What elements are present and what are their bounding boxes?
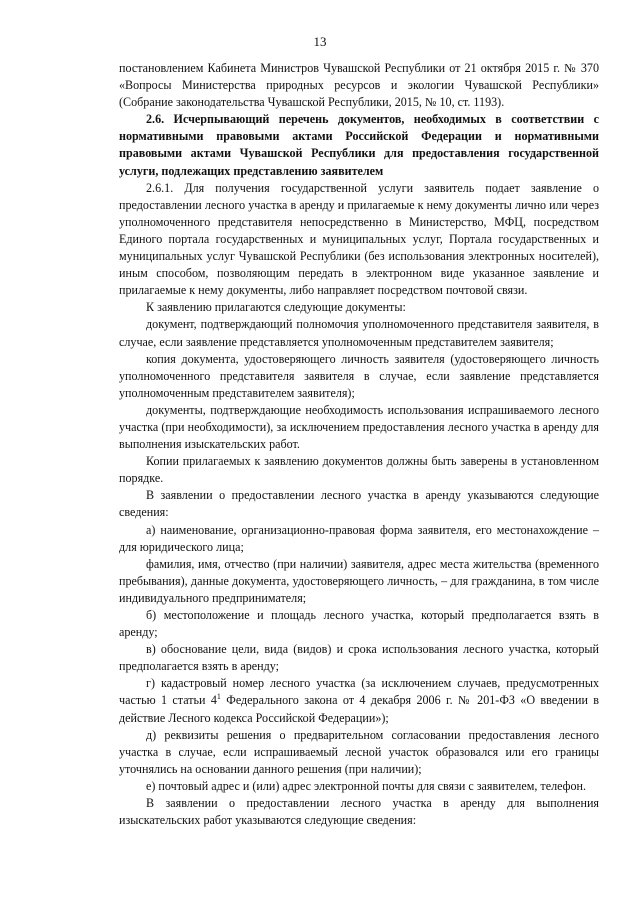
paragraph-resolution-reference: постановлением Кабинета Министров Чувашской Республики от 21 октября 2015 г. № 370 «Вопросы Министерства природных ресурсов и экологии Чувашской Республики» (Собрание законодательства Чувашской Республики, 2015, № 10, ст. 1193).	[119, 61, 599, 110]
list-item-b-location: б) местоположение и площадь лесного участка, который предполагается взять в аренду;	[119, 608, 599, 640]
list-item-authority-document: документ, подтверждающий полномочия уполномоченного представителя заявителя, в случае, если заявление представляется уполномоченным представителем заявителя;	[119, 317, 599, 349]
list-item-a-citizen: фамилия, имя, отчество (при наличии) заявителя, адрес места жительства (временного пребывания), данные документа, удостоверяющего личность, – для гражданина, в том числе индивидуального предпринимателя;	[119, 556, 599, 605]
paragraph-attached-documents-intro: К заявлению прилагаются следующие документы:	[146, 300, 406, 315]
document-body	[119, 60, 599, 829]
paragraph-application-contents-intro: В заявлении о предоставлении лесного участка в аренду указываются следующие сведения:	[119, 488, 599, 520]
paragraph-2-6-1: 2.6.1. Для получения государственной услуги заявитель подает заявление о предоставлении лесного участка в аренду и прилагаемые к нему документы лично или через уполномоченного представителя непосредственно в Министерство, МФЦ, посредством Единого портала государственных и муниципальных услуг, Портала государственных и муниципальных услуг Чувашской Республики (без использования электронных носителей), иным способом, позволяющим передать в электронном виде указанное заявление и прилагаемые к нему документы, либо направляет посредством почтовой связи.	[119, 180, 599, 298]
list-item-g-rest: Федерального закона от 4 декабря 2006 г. № 201-ФЗ «О введении в действие Лесного кодекса Российской Федерации»);	[119, 693, 599, 725]
paragraph-survey-works-intro: В заявлении о предоставлении лесного участка в аренду для выполнения изыскательских работ указываются следующие сведения:	[119, 796, 599, 828]
footnote-superscript: 1	[216, 692, 221, 702]
list-item-v-purpose: в) обоснование цели, вида (видов) и срока использования лесного участка, который предполагается взять в аренду;	[119, 642, 599, 674]
paragraph-copies-certification: Копии прилагаемых к заявлению документов должны быть заверены в установленном порядке.	[119, 454, 599, 486]
list-item-g-cadastral	[119, 675, 599, 726]
list-item-g-text: г) кадастровый номер лесного участка (за исключением случаев, предусмотренных частью 1 статьи 4	[119, 676, 599, 708]
list-item-e-contacts: е) почтовый адрес и (или) адрес электронной почты для связи с заявителем, телефон.	[146, 778, 586, 793]
section-heading-2-6: 2.6. Исчерпывающий перечень документов, необходимых в соответствии с нормативными правовыми актами Российской Федерации и нормативными правовыми актами Чувашской Республики для предоставления государственной услуги, подлежащих представлению заявителем	[119, 112, 599, 178]
list-item-d-decision: д) реквизиты решения о предварительном согласовании предоставления лесного участка в случае, если испрашиваемый лесной участок образовался или его границы уточнялись на основании данного решения (при наличии);	[119, 727, 599, 776]
list-item-identity-copy: копия документа, удостоверяющего личность заявителя (удостоверяющего личность уполномоченного представителя заявителя в случае, если заявление представляется уполномоченным представителем заявителя);	[119, 351, 599, 400]
list-item-necessity-documents: документы, подтверждающие необходимость использования испрашиваемого лесного участка (при необходимости), за исключением предоставления лесного участка в аренду для выполнения изыскательских работ.	[119, 402, 599, 452]
list-item-a-name: а) наименование, организационно-правовая форма заявителя, его местонахождение – для юридического лица;	[119, 522, 599, 554]
page-number: 13	[313, 34, 327, 49]
